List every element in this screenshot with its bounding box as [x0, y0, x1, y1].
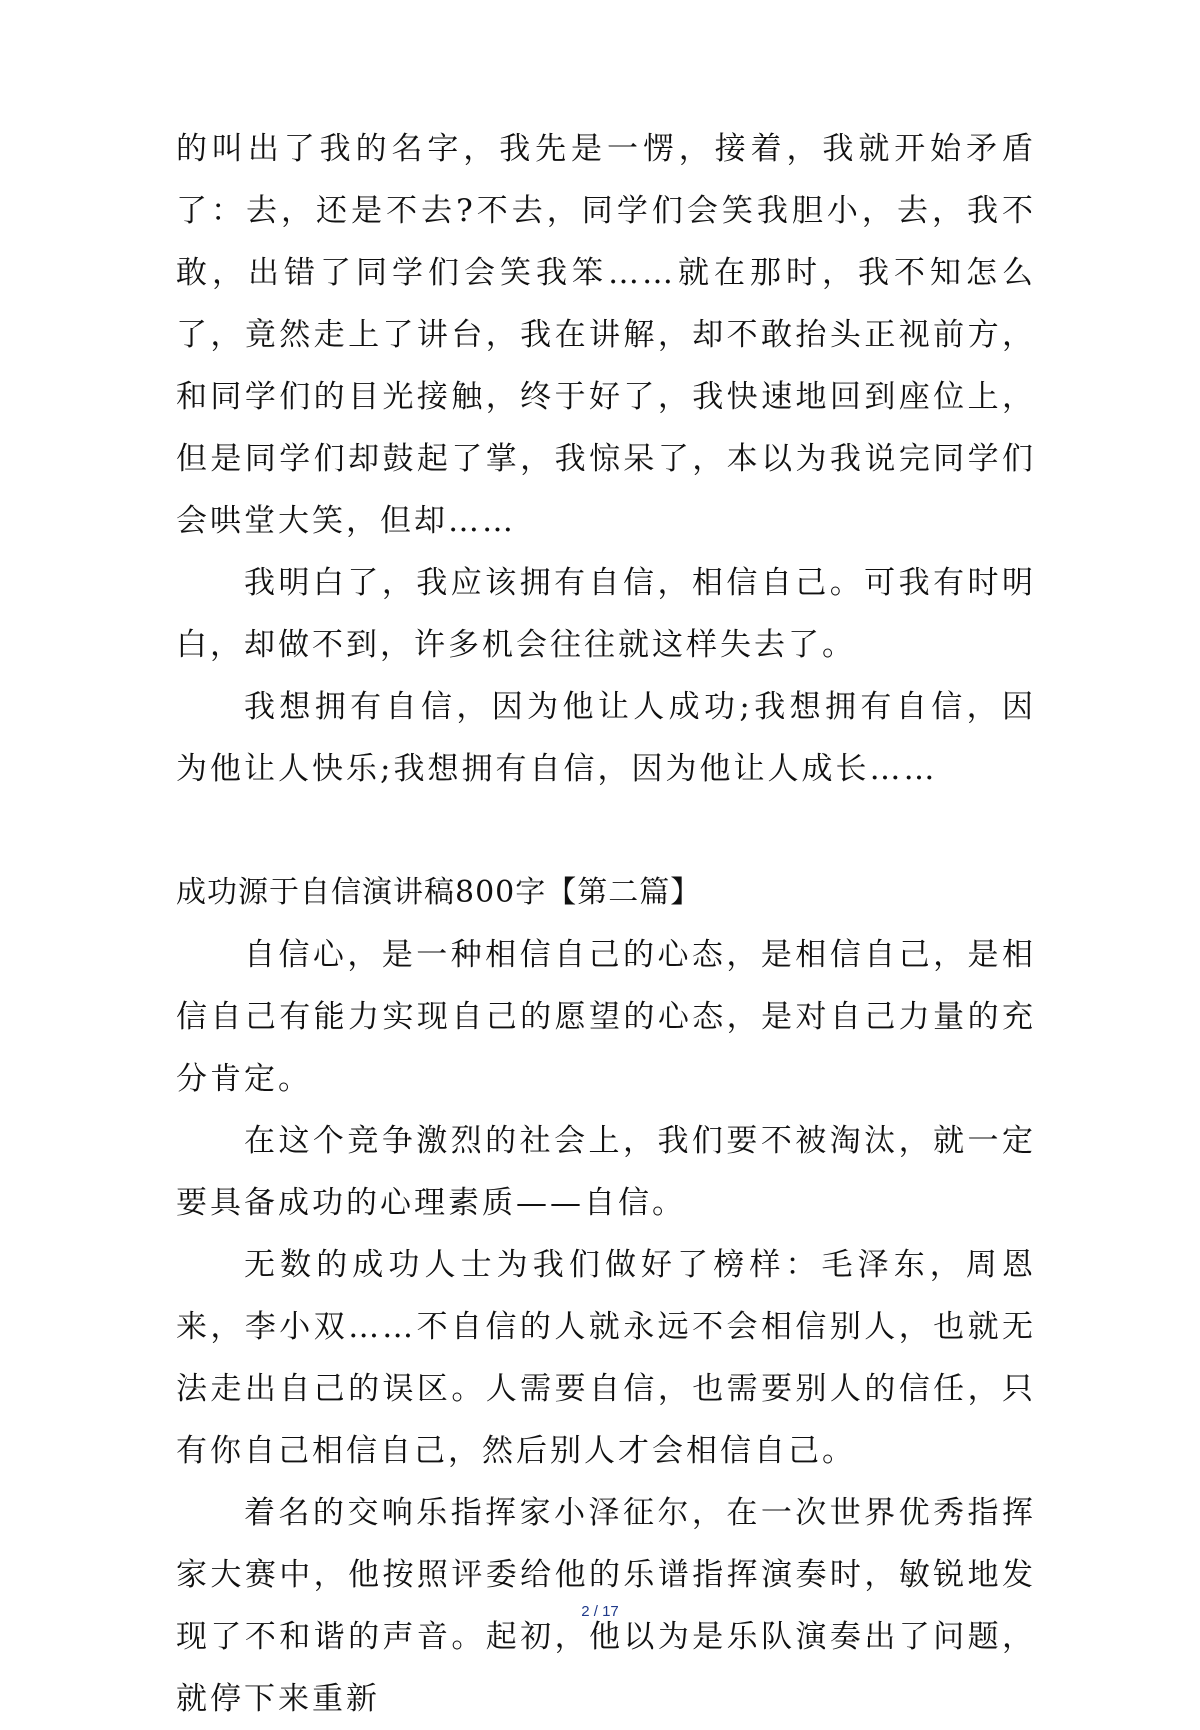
- paragraph: 着名的交响乐指挥家小泽征尔，在一次世界优秀指挥家大赛中，他按照评委给他的乐谱指挥演奏时，敏锐地发现了不和谐的声音。起初，他以为是乐队演奏出了问题，就停下来重新: [176, 1495, 1036, 1717]
- document-body: [176, 118, 1036, 1730]
- page-number: 2 / 17: [581, 1603, 619, 1620]
- section-title: 成功源于自信演讲稿800字【第二篇】: [176, 875, 702, 910]
- paragraph-continued: 的叫出了我的名字，我先是一愣，接着，我就开始矛盾了：去，还是不去?不去，同学们会笑我胆小，去，我不敢，出错了同学们会笑我笨……就在那时，我不知怎么了，竟然走上了讲台，我在讲解，却不敢抬头正视前方，和同学们的目光接触，终于好了，我快速地回到座位上，但是同学们却鼓起了掌，我惊呆了，本以为我说完同学们会哄堂大笑，但却……: [176, 131, 1036, 539]
- paragraph: 在这个竞争激烈的社会上，我们要不被淘汰，就一定要具备成功的心理素质——自信。: [176, 1123, 1036, 1221]
- paragraph: 我明白了，我应该拥有自信，相信自己。可我有时明白，却做不到，许多机会往往就这样失去了。: [176, 565, 1036, 663]
- paragraph: 自信心，是一种相信自己的心态，是相信自己，是相信自己有能力实现自己的愿望的心态，是对自己力量的充分肯定。: [176, 937, 1036, 1097]
- paragraph: 无数的成功人士为我们做好了榜样：毛泽东，周恩来，李小双……不自信的人就永远不会相信别人，也就无法走出自己的误区。人需要自信，也需要别人的信任，只有你自己相信自己，然后别人才会相信自己。: [176, 1247, 1036, 1469]
- paragraph: 我想拥有自信，因为他让人成功;我想拥有自信，因为他让人快乐;我想拥有自信，因为他让人成长……: [176, 689, 1036, 787]
